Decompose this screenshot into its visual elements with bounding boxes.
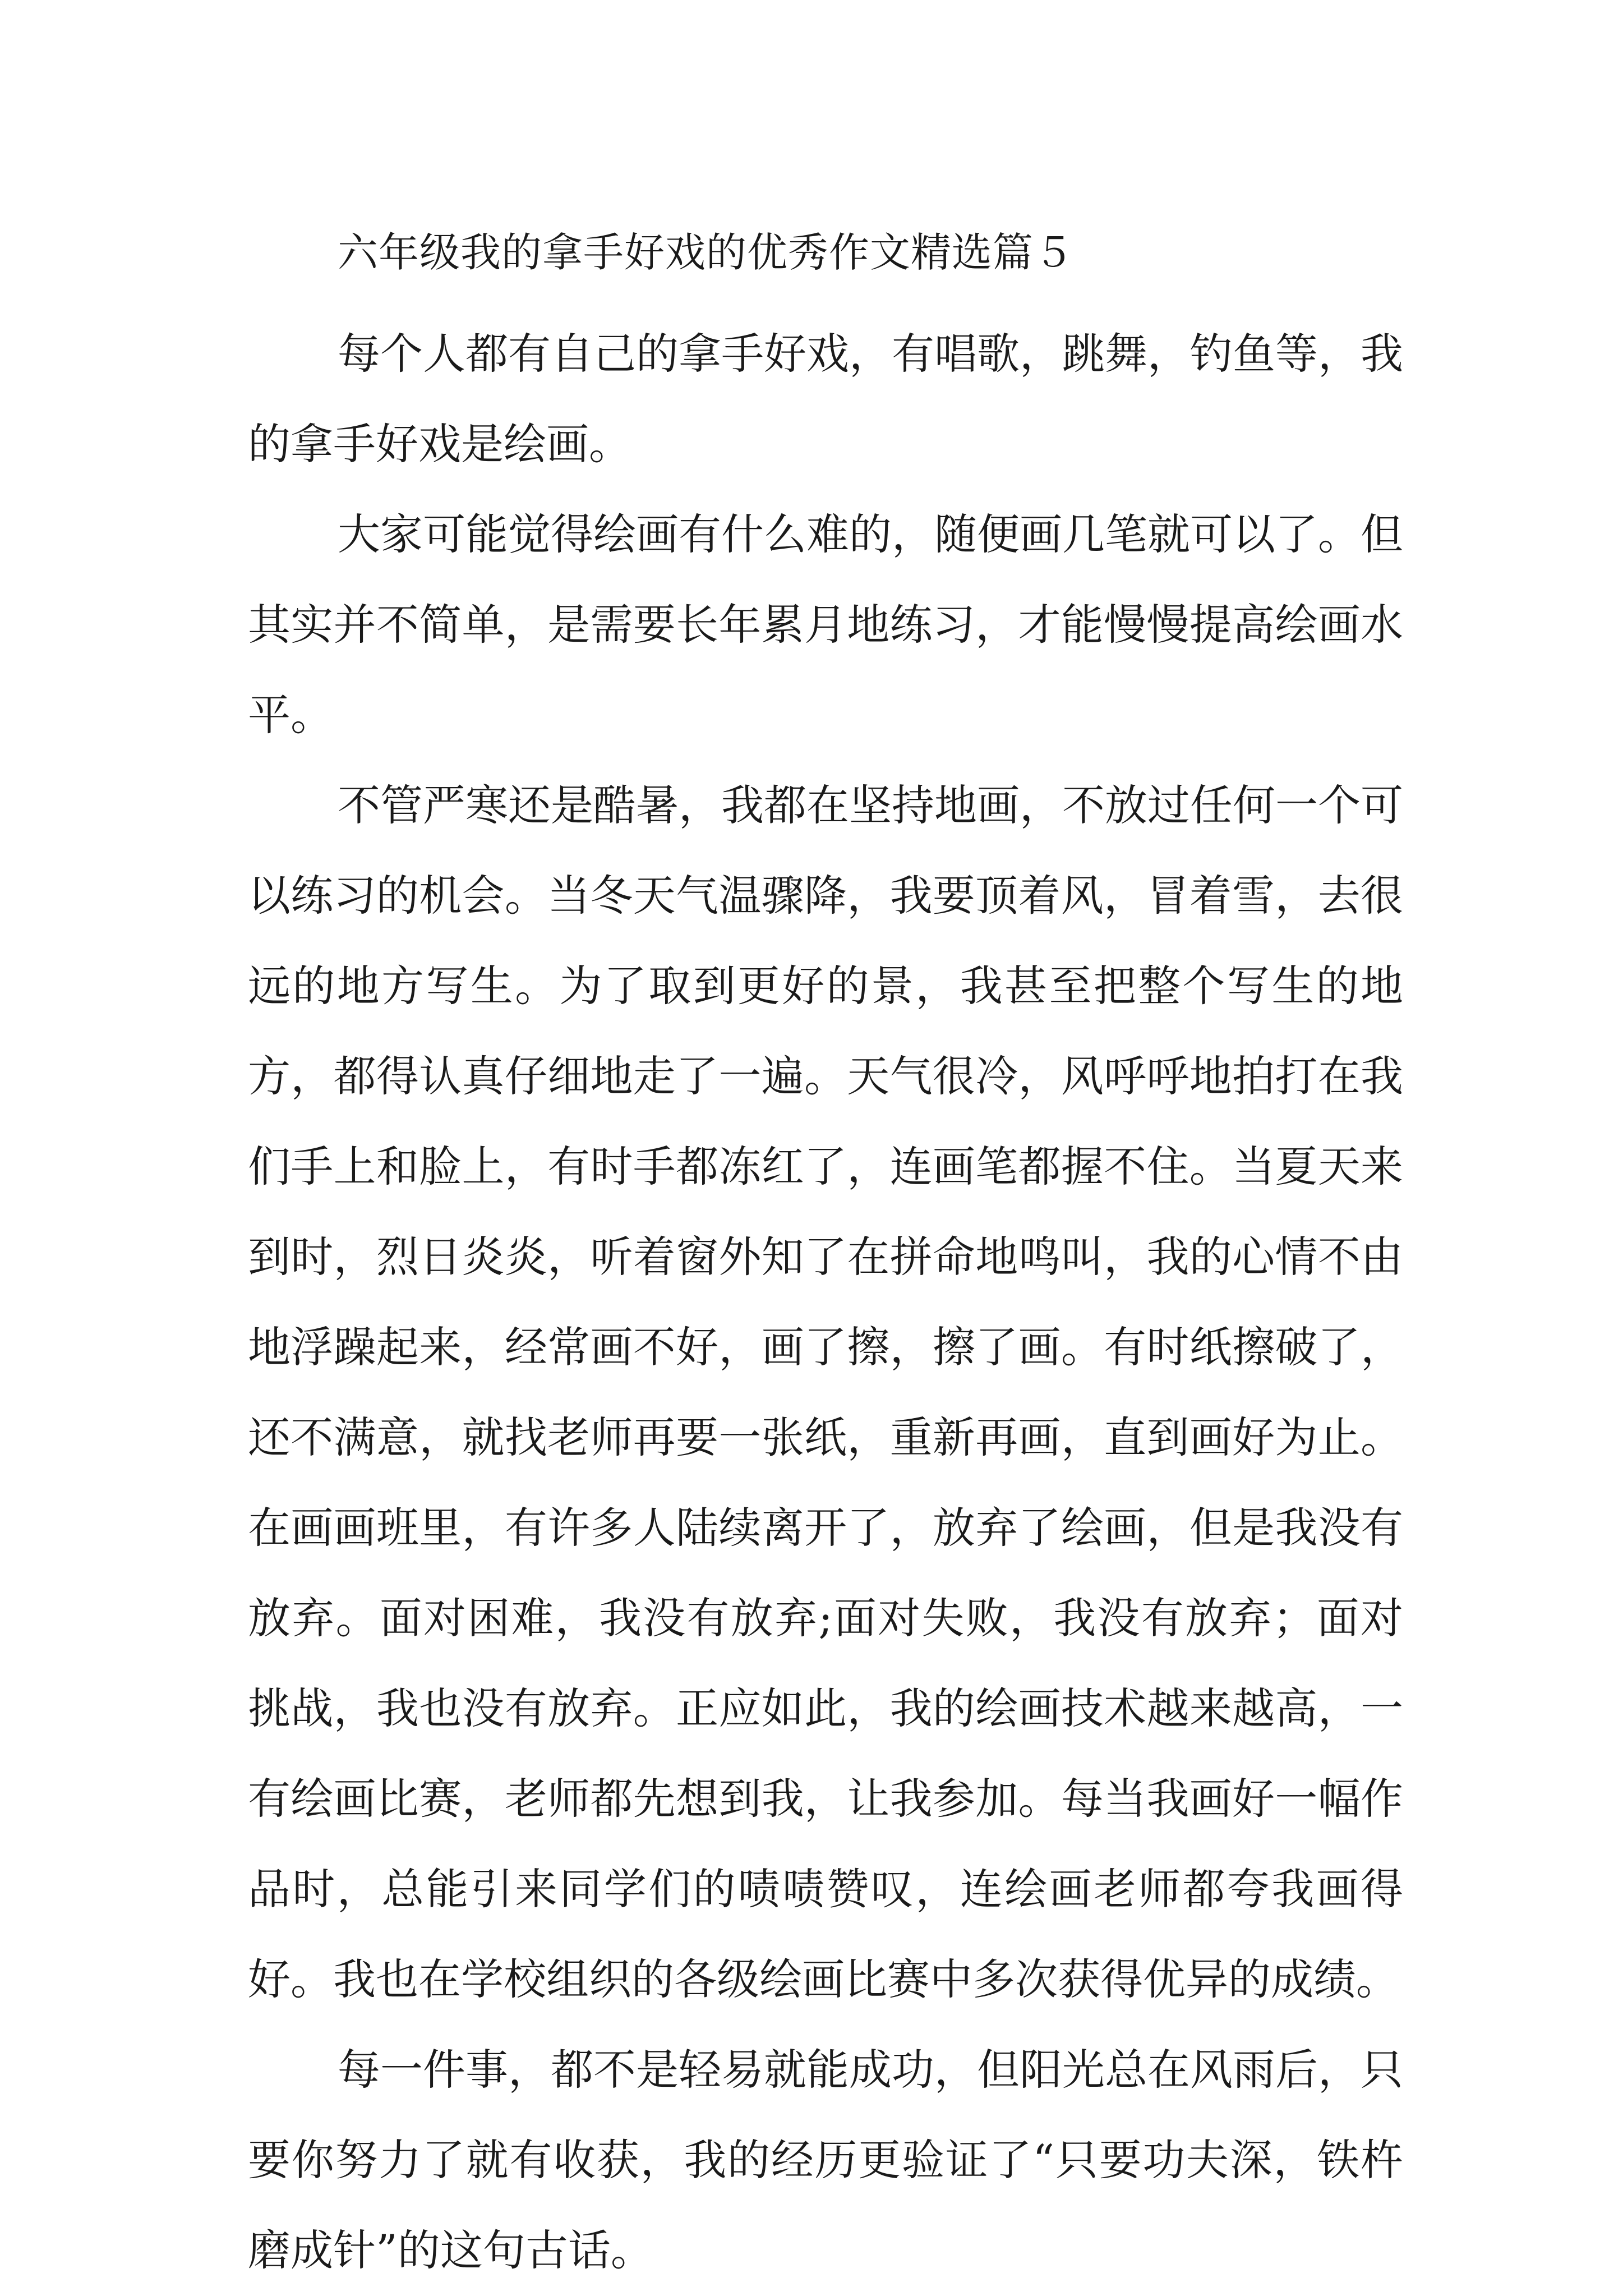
paragraph-2: 大家可能觉得绘画有什么难的，随便画几笔就可以了。但其实并不简单，是需要长年累月地练习，才能慢慢提高绘画水平。 (248, 509, 1403, 740)
paragraph-4: 每一件事，都不是轻易就能成功，但阳光总在风雨后，只要你努力了就有收获，我的经历更验证了“只要功夫深，铁杵磨成针”的这句古话。 (248, 2045, 1403, 2275)
paragraph-1: 每个人都有自己的拿手好戏，有唱歌，跳舞，钓鱼等，我的拿手好戏是绘画。 (248, 329, 1403, 469)
document-body (248, 216, 1403, 2295)
paragraph-3: 不管严寒还是酷暑，我都在坚持地画，不放过任何一个可以练习的机会。当冬天气温骤降，我要顶着风，冒着雪，去很远的地方写生。为了取到更好的景，我甚至把整个写生的地方，都得认真仔细地走了一遍。天气很冷，风呼呼地拍打在我们手上和脸上，有时手都冻红了，连画笔都握不住。当夏天来到时，烈日炎炎，听着窗外知了在拼命地鸣叫，我的心情不由地浮躁起来，经常画不好，画了擦，擦了画。有时纸擦破了，还不满意，就找老师再要一张纸，重新再画，直到画好为止。在画画班里，有许多人陆续离开了，放弃了绘画，但是我没有放弃。面对困难，我没有放弃;面对失败，我没有放弃；面对挑战，我也没有放弃。正应如此，我的绘画技术越来越高，一有绘画比赛，老师都先想到我，让我参加。每当我画好一幅作品时，总能引来同学们的啧啧赞叹，连绘画老师都夸我画得好。我也在学校组织的各级绘画比赛中多次获得优异的成绩。 (248, 780, 1403, 2004)
document-title: 六年级我的拿手好戏的优秀作文精选篇５ (338, 229, 1075, 276)
